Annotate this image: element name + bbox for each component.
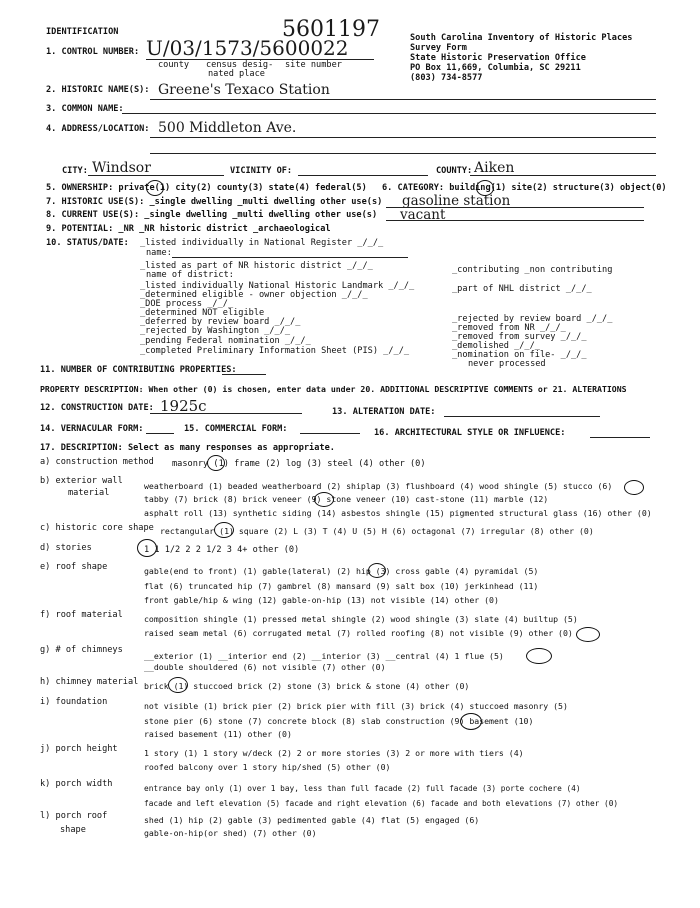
control-sub-site: site number [285, 60, 342, 70]
item-f-line-1: composition shingle (1) pressed metal shingle (2) wood shingle (3) slate (4) builtup (5) [144, 614, 578, 624]
item-k-line-1: entrance bay only (1) over 1 bay, less than full facade (2) full facade (3) porte cochere (4) [144, 784, 581, 793]
status-left-11: _pending Federal nomination _/_/_ [140, 336, 311, 346]
item-l-line-1: shed (1) hip (2) gable (3) pedimented gable (4) flat (5) engaged (6) [144, 815, 480, 825]
item-g-line-1: __exterior (1) __interior end (2) __interior (3) __central (4) 1 flue (5) [144, 651, 504, 661]
item-g-circle [526, 648, 552, 664]
item-e-label: e) roof shape [40, 562, 108, 572]
agency-line-2: Survey Form [410, 43, 467, 53]
item-g-line-2: __double shouldered (6) not visible (7) other (0) [144, 662, 386, 672]
status-name-line [172, 257, 408, 258]
construction-date-label: 12. CONSTRUCTION DATE: [40, 403, 154, 413]
status-left-3: _listed as part of NR historic district _/_/_ [140, 261, 373, 271]
item-a-line-1: masonry (1) frame (2) log (3) steel (4) other (0) [172, 459, 426, 469]
handwritten-stamp: 5601197 [282, 17, 380, 42]
item-e-line-2: flat (6) truncated hip (7) gambrel (8) mansard (9) salt box (10) jerkinhead (11) [144, 581, 539, 591]
item-h-circle [168, 677, 188, 693]
address-label: 4. ADDRESS/LOCATION: [46, 124, 150, 134]
current-use-value: vacant [400, 207, 446, 223]
alteration-date-label: 13. ALTERATION DATE: [332, 407, 436, 417]
item-i-circle [460, 713, 482, 730]
county-label: COUNTY: [436, 166, 473, 176]
item-c-line-1: rectangular (1) square (2) L (3) T (4) U (5) H (6) octagonal (7) irregular (8) other (0) [160, 526, 594, 536]
status-right-6: _demolished _/_/_ [452, 341, 540, 351]
status-left-6: _determined eligible - owner objection _/_/_ [140, 290, 368, 300]
vicinity-label: VICINITY OF: [230, 166, 293, 176]
item-i-line-1: not visible (1) brick pier (2) brick pier with fill (3) brick (4) stuccoed masonry (5) [144, 701, 568, 711]
county-line [470, 175, 656, 176]
historic-use-row: 7. HISTORIC USE(S): _single dwelling _multi dwelling other use(s) [46, 197, 383, 207]
status-left-8: _determined NOT eligible [140, 308, 265, 318]
item-b-circle-2 [314, 492, 334, 507]
status-right-5: _removed from survey _/_/_ [452, 332, 587, 342]
historic-name-line [150, 99, 656, 100]
item-h-line-1: brick (1) stuccoed brick (2) stone (3) brick & stone (4) other (0) [144, 681, 470, 691]
control-sub-census-2: nated place [208, 69, 265, 79]
historic-name-label: 2. HISTORIC NAME(S): [46, 85, 150, 95]
historic-use-value: gasoline station [402, 193, 511, 209]
item-a-label: a) construction method [40, 457, 154, 467]
status-label: 10. STATUS/DATE: [46, 238, 129, 248]
construction-date-value: 1925c [160, 397, 207, 415]
control-sub-county: county [158, 60, 190, 70]
item-a-circle [207, 455, 225, 471]
agency-line-3: State Historic Preservation Office [410, 53, 586, 63]
ownership-row: 5. OWNERSHIP: private(1) city(2) county(3) state(4) federal(5) [46, 183, 367, 193]
item-j-line-2: roofed balcony over 1 story hip/shed (5) other (0) [144, 762, 391, 772]
construction-date-line [150, 413, 302, 414]
city-label: CITY: [62, 166, 88, 176]
control-number-label: 1. CONTROL NUMBER: [46, 47, 140, 57]
status-left-2: name: [146, 248, 172, 258]
item-b-line-3: asphalt roll (13) synthetic siding (14) asbestos shingle (15) pigmented structural glass (16) other (0) [144, 508, 652, 518]
item-e-line-1: gable(end to front) (1) gable(lateral) (2) hip (3) cross gable (4) pyramidal (5) [144, 566, 539, 576]
item-b-line-2: tabby (7) brick (8) brick veneer (9) stone veneer (10) cast-stone (11) marble (12) [144, 494, 549, 504]
commercial-form-line [300, 433, 360, 434]
county-value: Aiken [474, 160, 515, 176]
item-e-circle [368, 563, 386, 578]
city-line [88, 175, 224, 176]
vernacular-form-label: 14. VERNACULAR FORM: [40, 424, 144, 434]
common-name-label: 3. COMMON NAME: [46, 104, 124, 114]
city-value: Windsor [92, 160, 151, 176]
item-i-label: i) foundation [40, 697, 108, 707]
item-b-label-2: material [68, 488, 110, 498]
agency-line-5: (803) 734-8577 [410, 73, 483, 83]
contributing-line [222, 374, 266, 375]
status-right-8: never processed [468, 359, 546, 369]
item-l-label-2: shape [60, 825, 86, 835]
item-c-circle [214, 522, 234, 538]
item-b-label: b) exterior wall [40, 476, 123, 486]
item-i-line-3: raised basement (11) other (0) [144, 729, 292, 739]
common-name-line [122, 113, 656, 114]
commercial-form-label: 15. COMMERCIAL FORM: [184, 424, 288, 434]
item-k-line-2: facade and left elevation (5) facade and right elevation (6) facade and both elevations (7) other (0) [144, 799, 619, 808]
status-right-4: _removed from NR _/_/_ [452, 323, 566, 333]
item-f-label: f) roof material [40, 610, 123, 620]
status-left-12: _completed Preliminary Information Sheet (PIS) _/_/_ [140, 346, 410, 356]
item-i-line-2: stone pier (6) stone (7) concrete block (8) slab construction (9) basement (10) [144, 716, 534, 726]
address-line [150, 137, 656, 138]
item-f-circle [576, 627, 600, 642]
status-right-3: _rejected by review board _/_/_ [452, 314, 613, 324]
status-right-1: _contributing _non contributing [452, 265, 613, 275]
address-value: 500 Middleton Ave. [158, 120, 297, 136]
category-row: 6. CATEGORY: building(1) site(2) structure(3) object(0) [382, 183, 667, 193]
style-line [590, 437, 650, 438]
status-right-2: _part of NHL district _/_/_ [452, 284, 592, 294]
status-left-7: _DOE process _/_/_ [140, 299, 234, 309]
style-label: 16. ARCHITECTURAL STYLE OR INFLUENCE: [374, 428, 566, 438]
status-left-1: _listed individually in National Register _/_/_ [140, 238, 384, 248]
item-c-label: c) historic core shape [40, 523, 154, 533]
item-g-label: g) # of chimneys [40, 645, 123, 655]
current-use-line [386, 220, 644, 221]
control-sub-census: census desig- [206, 60, 274, 70]
item-b-circle-1 [624, 480, 644, 495]
status-left-10: _rejected by Washington _/_/_ [140, 326, 291, 336]
status-left-5: _listed individually National Historic Landmark _/_/_ [140, 281, 415, 291]
item-j-line-1: 1 story (1) 1 story w/deck (2) 2 or more stories (3) 2 or more with tiers (4) [144, 748, 524, 758]
status-left-4: name of district: [146, 270, 234, 280]
section-title: IDENTIFICATION [46, 27, 119, 37]
control-number-value: U/03/1573/5600022 [146, 36, 349, 60]
current-use-row: 8. CURRENT USE(S): _single dwelling _multi dwelling other use(s) [46, 210, 378, 220]
item-h-label: h) chimney material [40, 677, 139, 687]
status-right-7: _nomination on file- _/_/_ [452, 350, 587, 360]
item-d-line-1: 1 1 1/2 2 2 1/2 3 4+ other (0) [144, 545, 300, 555]
item-l-line-2: gable-on-hip(or shed) (7) other (0) [144, 828, 317, 838]
item-d-circle [137, 539, 157, 557]
vicinity-line [298, 175, 428, 176]
potential-row: 9. POTENTIAL: _NR _NR historic district _archaeological [46, 224, 331, 234]
vernacular-form-line [146, 433, 174, 434]
address-line-2 [150, 153, 656, 154]
property-description-note: PROPERTY DESCRIPTION: When other (0) is chosen, enter data under 20. ADDITIONAL DESCRIPTIVE COMMENTS or 21. ALTERATIONS [40, 384, 627, 394]
status-left-9: _deferred by review board _/_/_ [140, 317, 301, 327]
agency-line-4: PO Box 11,669, Columbia, SC 29211 [410, 63, 581, 73]
item-j-label: j) porch height [40, 744, 118, 754]
agency-line-1: South Carolina Inventory of Historic Places [410, 33, 633, 43]
item-l-label: l) porch roof [40, 811, 108, 821]
item-d-label: d) stories [40, 543, 92, 553]
description-label: 17. DESCRIPTION: Select as many responses as appropriate. [40, 443, 335, 453]
item-k-label: k) porch width [40, 779, 113, 789]
item-e-line-3: front gable/hip & wing (12) gable-on-hip (13) not visible (14) other (0) [144, 595, 499, 605]
historic-name-value: Greene's Texaco Station [158, 82, 330, 98]
contributing-label: 11. NUMBER OF CONTRIBUTING PROPERTIES: [40, 365, 237, 375]
ownership-circle [146, 180, 164, 196]
alteration-date-line [444, 416, 600, 417]
item-b-line-1: weatherboard (1) beaded weatherboard (2) shiplap (3) flushboard (4) wood shingle (5) stucco (6) [144, 481, 613, 491]
item-f-line-2: raised seam metal (6) corrugated metal (7) rolled roofing (8) not visible (9) other (0) [144, 628, 573, 638]
